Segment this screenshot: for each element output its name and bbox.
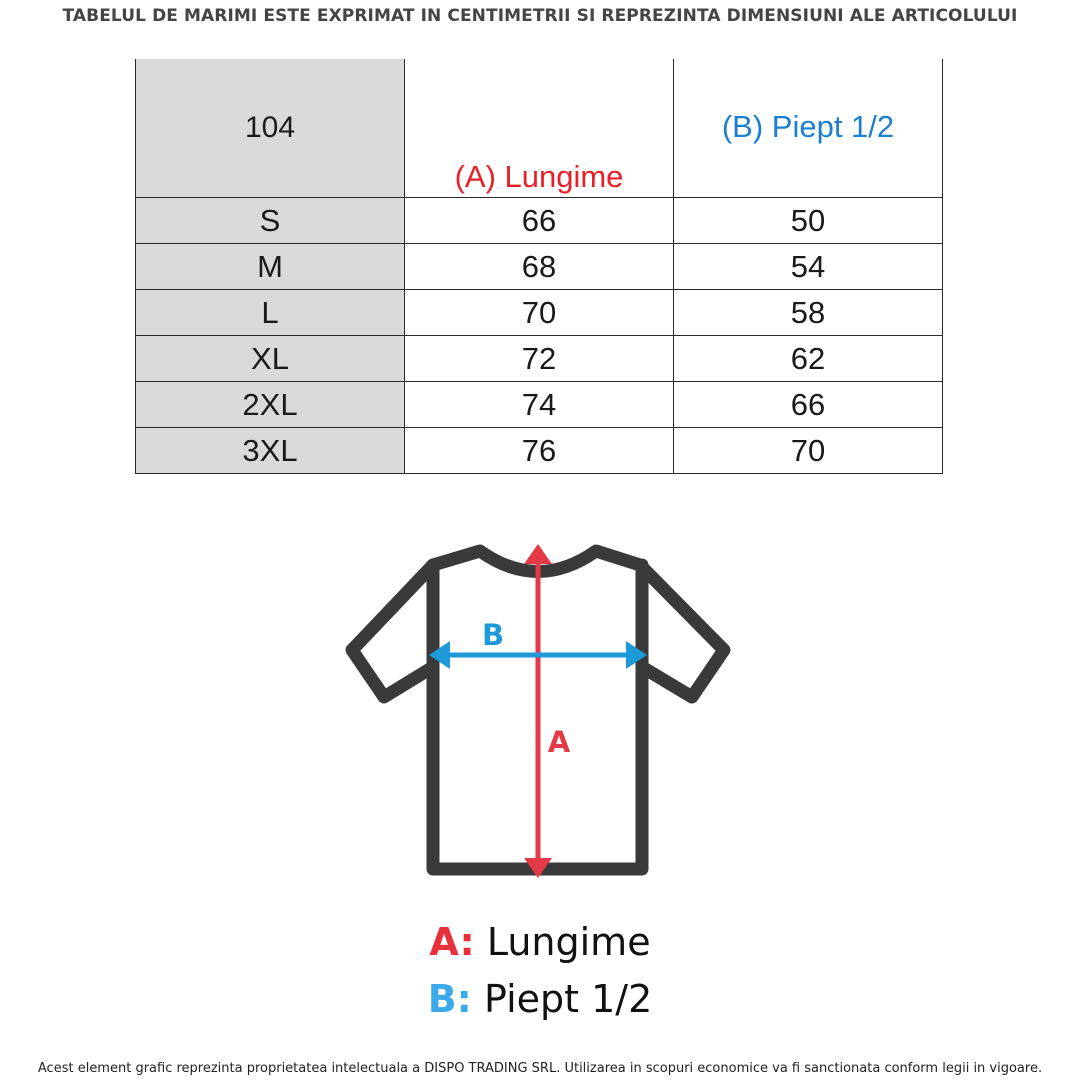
chest-cell: 58 [674, 290, 943, 336]
chest-cell: 50 [674, 198, 943, 244]
column-header-length: (A) Lungime [405, 59, 674, 198]
size-cell: M [136, 244, 405, 290]
tshirt-diagram [330, 535, 750, 895]
chest-cell: 66 [674, 382, 943, 428]
table-row [136, 244, 943, 290]
length-cell: 68 [405, 244, 674, 290]
legend-chest-text: Piept 1/2 [483, 977, 653, 1021]
length-cell: 72 [405, 336, 674, 382]
size-cell: 3XL [136, 428, 405, 474]
legend-chest-key: B: [427, 977, 472, 1021]
copyright-notice: Acest element grafic reprezinta proprietatea intelectuala a DISPO TRADING SRL. Utilizarea in scopuri economice va fi sanctionata conform legii in vigoare. [37, 1061, 1043, 1076]
chest-cell: 70 [674, 428, 943, 474]
length-cell: 76 [405, 428, 674, 474]
legend-length-key: A: [429, 920, 475, 964]
column-header-size: 104 [136, 59, 405, 198]
chest-cell: 62 [674, 336, 943, 382]
page-title: TABELUL DE MARIMI ESTE EXPRIMAT IN CENTIMETRII SI REPREZINTA DIMENSIUNI ALE ARTICOLULUI [62, 6, 1018, 26]
column-header-chest: (B) Piept 1/2 [674, 59, 943, 198]
chest-label: B [481, 618, 505, 652]
table-row [136, 336, 943, 382]
length-cell: 74 [405, 382, 674, 428]
legend-length-text: Lungime [486, 920, 651, 964]
table-row [136, 198, 943, 244]
legend-chest [0, 977, 1080, 1021]
table-row [136, 382, 943, 428]
table-header-row [136, 59, 943, 198]
size-cell: L [136, 290, 405, 336]
table-row [136, 428, 943, 474]
length-cell: 66 [405, 198, 674, 244]
chest-cell: 54 [674, 244, 943, 290]
legend-length [0, 920, 1080, 964]
size-table [135, 59, 943, 474]
size-cell: XL [136, 336, 405, 382]
length-arrow [524, 544, 552, 878]
length-label: A [547, 725, 571, 759]
size-cell: S [136, 198, 405, 244]
table-row [136, 290, 943, 336]
length-cell: 70 [405, 290, 674, 336]
size-cell: 2XL [136, 382, 405, 428]
